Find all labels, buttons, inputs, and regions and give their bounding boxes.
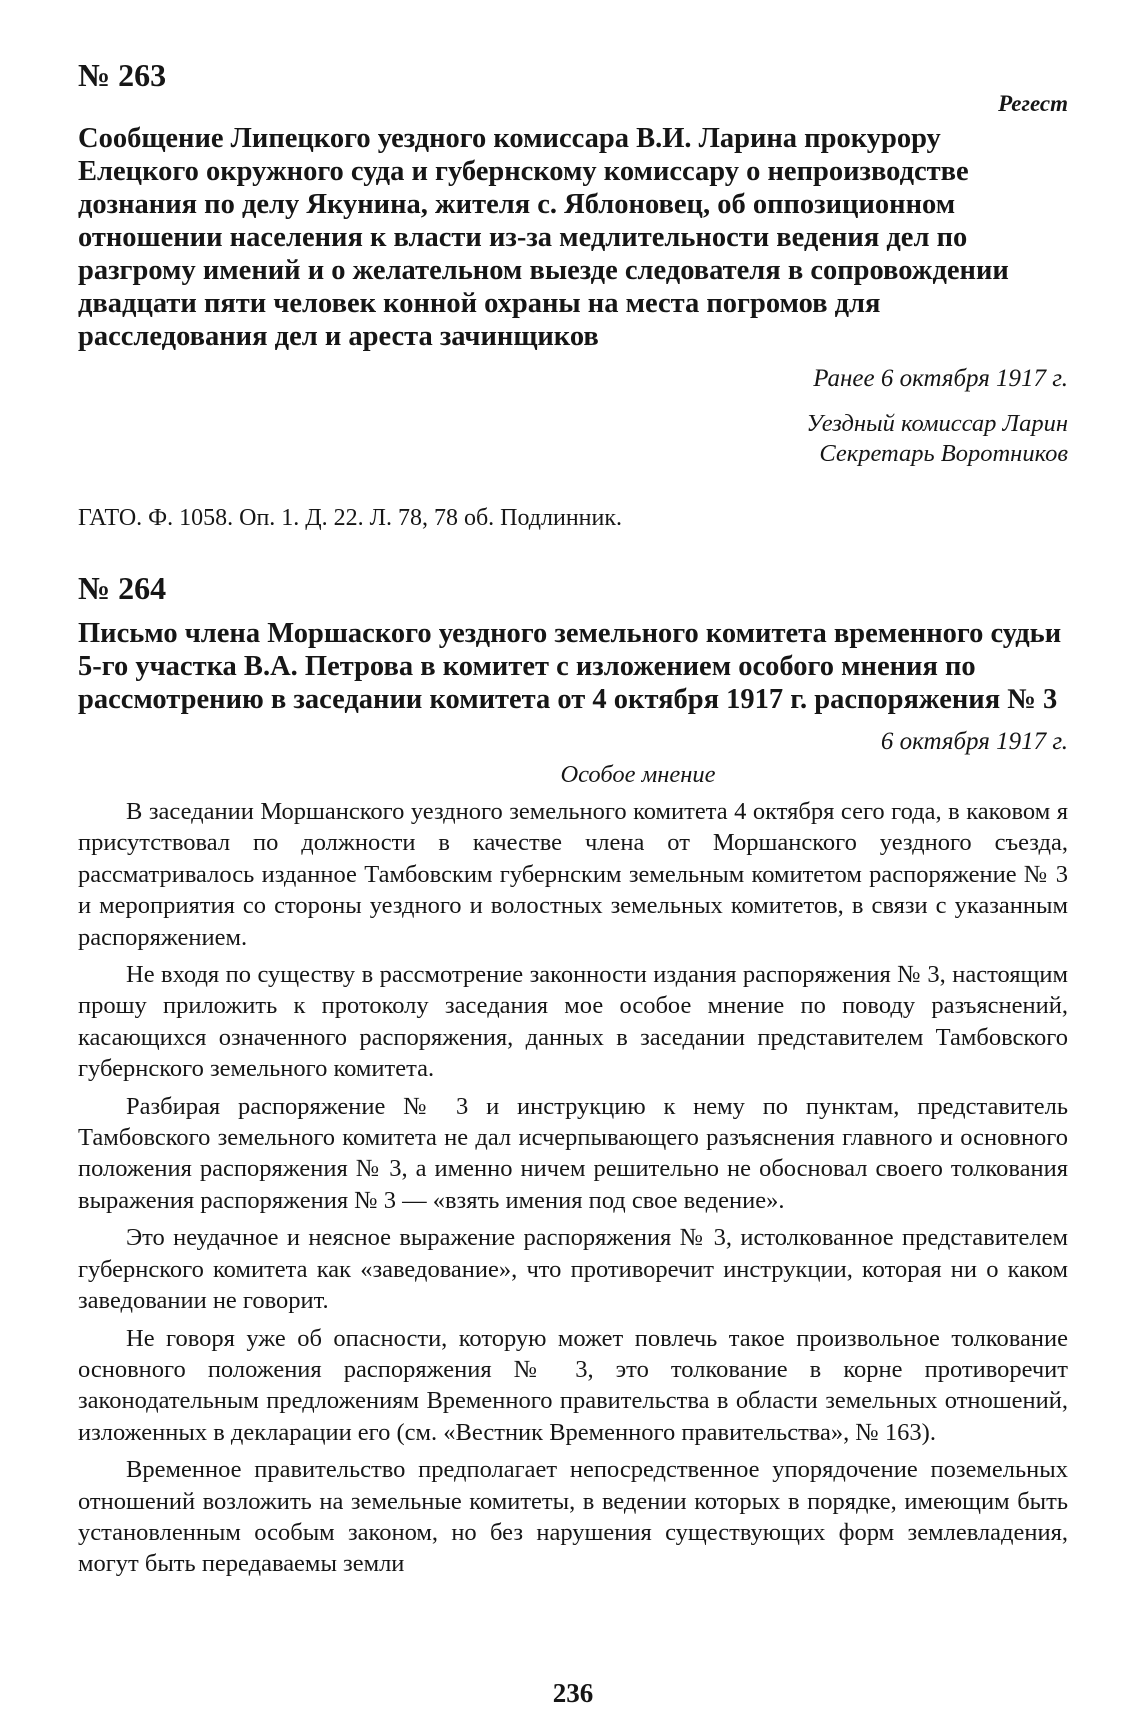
section-heading: Особое мнение (560, 761, 716, 788)
document-date: Ранее 6 октября 1917 г. (813, 365, 1068, 392)
signature-secretary: Секретарь Воротников (819, 440, 1068, 467)
document-number: № 264 (78, 570, 167, 606)
document-264 (78, 569, 1068, 1580)
document-type-label: Регест (998, 91, 1068, 116)
body-paragraph: В заседании Моршанского уездного земельного комитета 4 октября сего года, в каковом я присутствовал по должности в качестве члена от Моршанского уездного съезда, рассматривалось изданное Тамбовским губернским земельным комитетом распоряжение № 3 и мероприятия со стороны уездного и волостных земельных комитетов, в связи с указанным распоряжением. (78, 798, 1068, 951)
body-paragraph: Не говоря уже об опасности, которую может повлечь такое произвольное толкование основного положения распоряжения № 3, это толкование в корне противоречит законодательным предложениям Временного правительства в области земельных отношений, изложенных в декларации его (см. «Вестник Временного правительства», № 163). (78, 1324, 1068, 1446)
book-page (78, 56, 1068, 1708)
document-title: Письмо члена Моршаского уездного земельного комитета временного судьи 5-го участка В.А. Петрова в комитет с изложением особого мнения по рассмотрению в заседании комитета от 4 октября 1917 г. распоряжения № 3 (78, 618, 1062, 715)
body-paragraph: Не входя по существу в рассмотрение законности издания распоряжения № 3, настоящим прошу приложить к протоколу заседания мое особое мнение по поводу разъяснений, касающихся означенного распоряжения, данных в заседании представителем Тамбовского губернского земельного комитета. (78, 961, 1068, 1083)
body-paragraph: Временное правительство предполагает непосредственное упорядочение поземельных отношений возложить на земельные комитеты, в ведении которых в порядке, имеющим быть установленным особым законом, но без нарушения существующих форм землевладения, могут быть передаваемы земли (78, 1456, 1068, 1578)
body-paragraph: Разбирая распоряжение № 3 и инструкцию к нему по пунктам, представитель Тамбовского земельного комитета не дал исчерпывающего разъяснения главного и основного положения распоряжения № 3, а именно ничем решительно не обосновал своего толкования выражения распоряжения № 3 — «взять имения под свое ведение». (78, 1092, 1068, 1214)
document-title: Сообщение Липецкого уездного комиссара В.И. Ларина прокурору Елецкого окружного суда и губернскому комиссару о непроизводстве дознания по делу Якунина, жителя с. Яблоновец, об оппозиционном отношении населения к власти из-за медлительности ведения дел по разгрому имений и о желательном выезде следователя в сопровождении двадцати пяти человек конной охраны на места погромов для расследования дел и ареста зачинщиков (78, 123, 1009, 352)
body-paragraph: Это неудачное и неясное выражение распоряжения № 3, истолкованное представителем губернского комитета как «заведование», что противоречит инструкции, которая ни о каком заведовании не говорит. (78, 1224, 1068, 1315)
document-263 (78, 56, 1068, 533)
archive-reference: ГАТО. Ф. 1058. Оп. 1. Д. 22. Л. 78, 78 об. Подлинник. (78, 505, 623, 531)
document-number: № 263 (78, 57, 167, 93)
page-number: 236 (552, 1678, 594, 1708)
signature-commissar: Уездный комиссар Ларин (806, 410, 1068, 437)
document-date: 6 октября 1917 г. (880, 728, 1068, 755)
